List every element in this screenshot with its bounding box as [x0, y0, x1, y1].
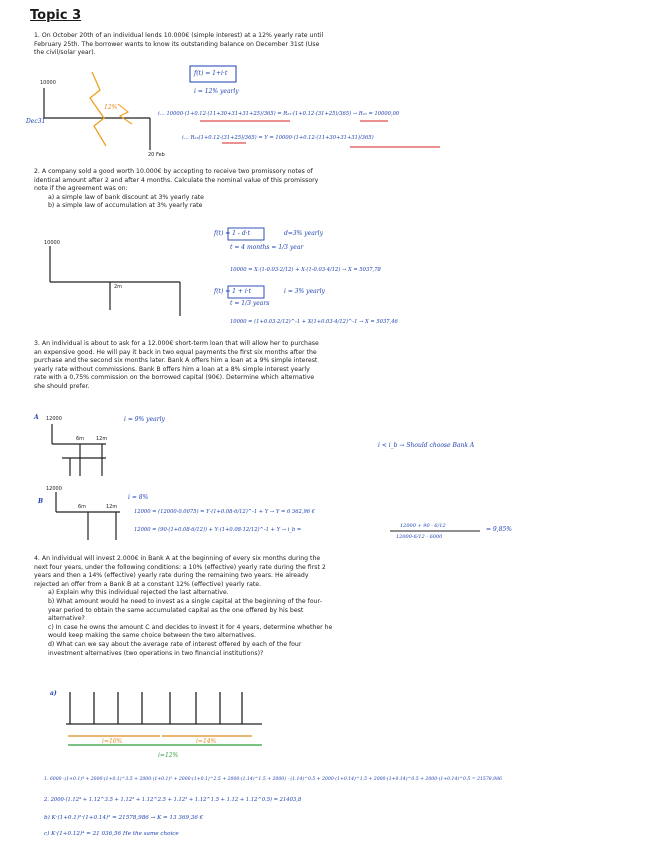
- p3-a-capital: 12000: [46, 416, 62, 422]
- problem-4-sub-b: b) What amount would he need to invest as a single capital at the beginning of the four-year period to obtain the same accumulated capital as the one offered by his best alternative?: [48, 597, 322, 623]
- p3-b-capital: 12000: [46, 486, 62, 492]
- p4-seg2: i=14%: [196, 738, 217, 745]
- p2-b-eq: 10000 = (1+0.03·2/12)^-1 + X(1+0.03·4/12)^-1 → X = 5037,46: [230, 319, 398, 325]
- p1-eq2: i… R₂₅(1+0.12·(31+25)/365) = Y = 10000·(1+0.12·(11+30+31+31)/365): [182, 135, 374, 141]
- p3-b-eq1: 12000 = (12000·0.0075) = Y·(1+0.08·6/12)^-1 + Y → Y = 6 362,96 €: [134, 509, 315, 515]
- p2-a-law: f(t) = 1 - d·t: [214, 230, 250, 237]
- p3-b-frac-bot: 12000·6/12 - 6000: [396, 534, 443, 540]
- page-title: Topic 3: [30, 8, 82, 23]
- p3b-timeline: [56, 492, 120, 540]
- problem-3-text: 3. An individual is about to ask for a 12.000€ short-term loan that will allow her to purchase an expensive good. He will pay it back in two equal payments the first six months after the purchase and the second six months later. Bank A offers him a loan at a 9% simple interest yearly rate without commissions. Bank B offers him a loan at a 8% simple interest yearly rate with a 0,75% commission on the borrowed capital (90€). Determine which alternative she should prefer.: [34, 340, 319, 390]
- problem-1-text: 1. On October 20th of an individual lends 10.000€ (simple interest) at a 12% yearly rate until February 25th. The borrower wants to know its outstanding balance on December 31st (Use the civil/solar year).: [34, 32, 324, 57]
- p4-seg1: i=10%: [102, 738, 123, 745]
- p2-a-rate: d=3% yearly: [284, 230, 323, 237]
- p4-whole: i=12%: [158, 752, 179, 759]
- p4-answer-2: 2. 2000·(1.12⁴ + 1.12^3.5 + 1.12³ + 1.12^2.5 + 1.12² + 1.12^1.5 + 1.12 + 1.12^0.5) = 21403,8: [44, 797, 302, 803]
- p3-a-t1: 6m: [76, 436, 85, 442]
- problem-4-sub-d: d) What can we say about the average rate of interest offered by each of the four investment alternatives (two operations in two financial institutions)?: [48, 640, 302, 657]
- p4-answer-1: 1. 6000 ·(1+0.1)⁴ + 2000·(1+0.1)^3.5 + 2000·(1+0.1)³ + 2000·(1+0.1)^2.5 + 2000·(1.14)^1.5 + 2000) · (1.14)^0.5 + 2000·(1+0.14)^1.5 + 2000·(1+0.14)^0.5 + 2000·(1+0.14)^0.5 = 21578,986: [44, 777, 502, 782]
- p4-label: a): [50, 690, 57, 697]
- p2-a-eq: 10000 = X·(1-0.03·2/12) + X·(1-0.03·4/12) → X = 5037,78: [230, 267, 381, 273]
- p4-timeline: [66, 692, 262, 724]
- p3-b-frac-top: 12000 + 90 · 6/12: [400, 523, 446, 529]
- p3-b-label: B: [38, 498, 44, 505]
- p3-b-t1: 6m: [78, 504, 87, 510]
- p1-rate-box: f(t) = 1+i·t: [194, 70, 228, 77]
- p1-capital: 10000: [40, 80, 56, 86]
- p3a-timeline: [52, 424, 106, 476]
- p3-b-result: = 9,85%: [486, 526, 512, 533]
- p2-capital: 10000: [44, 240, 60, 246]
- p2-mid: 2m: [114, 284, 123, 290]
- p1-days: 20 Feb: [148, 152, 165, 158]
- problem-4-sub-a: a) Explain why this individual rejected the last alternative.: [48, 589, 229, 597]
- p3-a-t2: 12m: [96, 436, 108, 442]
- p2-timeline: [50, 246, 180, 316]
- p1-left-label: Dec31: [26, 118, 46, 125]
- problem-4-text: 4. An individual will invest 2.000€ in Bank A at the beginning of every six months during the next four years, under the following conditions: a 10% (effective) yearly rate during the first 2 years and then a 14% (effective) yearly rate during the remaining two years. He already rejected an offer from a Bank B at a constant 12% (effective) yearly rate.: [34, 555, 326, 588]
- p4-answer-3: b) K·(1+0.1)²·(1+0.14)² = 21578,986 → K = 13 369,36 €: [44, 815, 204, 821]
- problem-4-sub-c: c) In case he owns the amount C and decides to invest it for 4 years, determine whether he would keep making the same choice between the two alternatives.: [48, 623, 333, 640]
- p3-b-t2: 12m: [106, 504, 118, 510]
- p3-a-rate: i = 9% yearly: [124, 416, 165, 423]
- p1-rate: i = 12% yearly: [194, 88, 239, 95]
- p2-b-law: f(t) = 1 + i·t: [214, 288, 252, 295]
- problem-2-text: 2. A company sold a good worth 10.000€ by accepting to receive two promissory notes of identical amount after 2 and after 4 months. Calculate the nominal value of this promissory note if the agreement was on:: [34, 168, 319, 193]
- p3-b-eq2: 12000 = (90·(1+0.08·6/12)) + Y·(1+0.08·12/12)^-1 + Y → i_b =: [134, 527, 302, 533]
- p2-b-rate: i = 3% yearly: [284, 288, 325, 295]
- p3-b-rate: i = 8%: [128, 494, 149, 501]
- problem-2-sub-b: b) a simple law of accumulation at 3% yearly rate: [48, 202, 203, 210]
- p2-a-time: t = 4 months = 1/3 year: [230, 244, 304, 251]
- p1-eq1: i… 10000·(1+0.12·(11+30+31+31+25)/365) = R₂₅·(1+0.12·(31+25)/365) → R₂₅ = 10000,00: [158, 111, 400, 117]
- p1-timeline: [44, 88, 150, 150]
- p3-conclusion: i < i_b → Should choose Bank A: [378, 442, 475, 449]
- p2-b-time: t = 1/3 years: [230, 300, 270, 307]
- problem-2-sub-a: a) a simple law of bank discount at 3% yearly rate: [48, 193, 204, 201]
- p1-rate-mid: 12%: [104, 104, 118, 111]
- p4-answer-4: c) K·(1+0.12)⁴ = 21 036,56 He the same choice: [44, 831, 179, 837]
- p3-a-label: A: [34, 414, 39, 421]
